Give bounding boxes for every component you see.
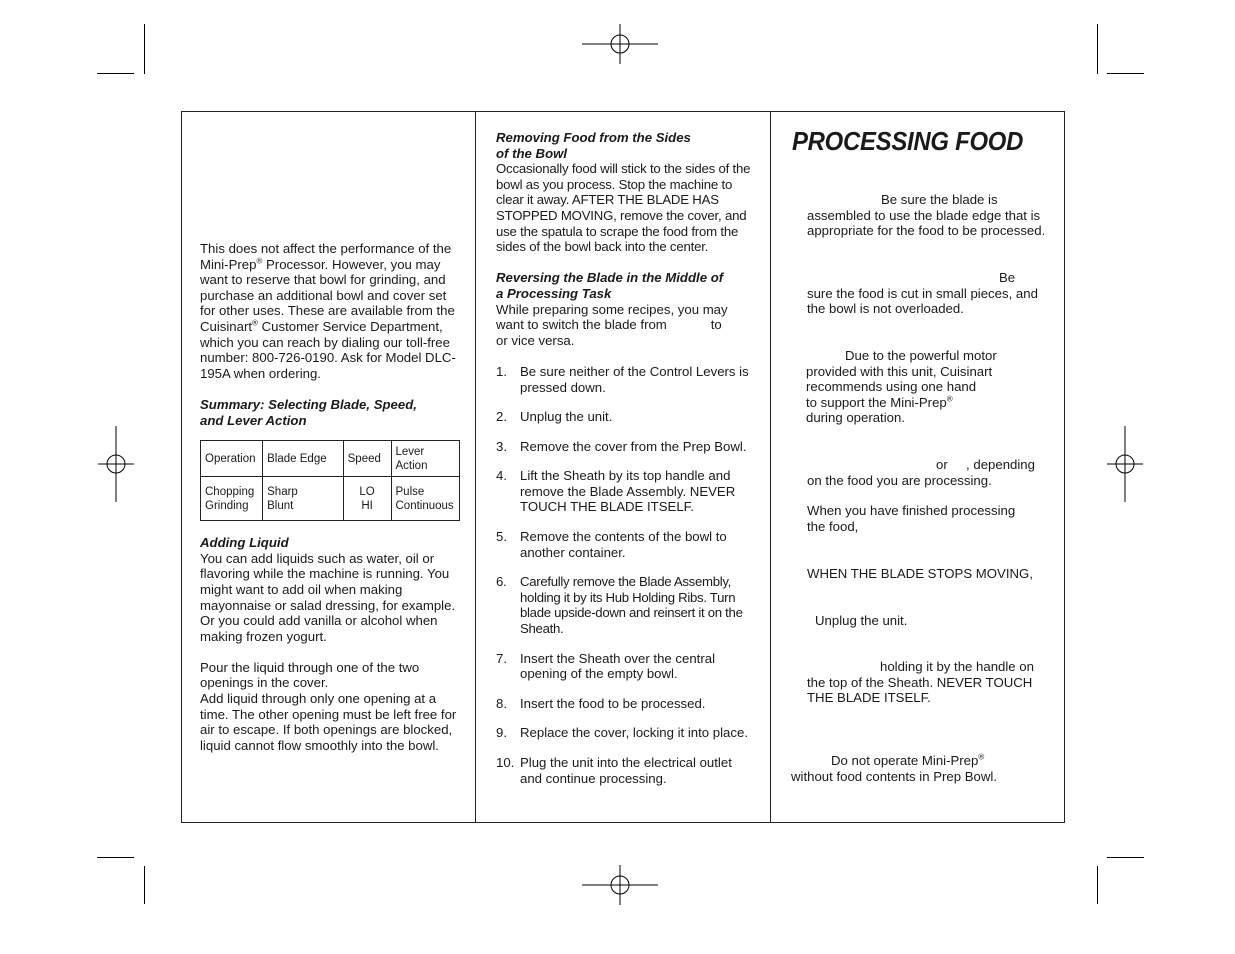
finished-paragraph: When you have finished processing the food, xyxy=(807,503,1016,534)
table-header-cell: Lever Action xyxy=(391,441,460,477)
unplug-paragraph: Unplug the unit. xyxy=(815,613,908,628)
registration-mark-top xyxy=(582,6,658,82)
table-cell: LO HI xyxy=(343,477,391,521)
adding-liquid-paragraph: You can add liquids such as water, oil or flavoring while the machine is running. You might want to add oil when making mayonnaise or salad dressing, for example. Or you could add vanilla or alcohol when making frozen yogurt. xyxy=(200,550,456,644)
crop-mark xyxy=(144,866,145,904)
table-cell: Chopping Grinding xyxy=(201,477,263,521)
list-item: 2. Unplug the unit. xyxy=(496,409,613,425)
table-cell: Pulse Continuous xyxy=(391,477,460,521)
table-header-cell: Blade Edge xyxy=(263,441,343,477)
list-item: 5. Remove the contents of the bowl to another container. xyxy=(496,529,727,560)
list-item: 3. Remove the cover from the Prep Bowl. xyxy=(496,438,747,454)
column-divider xyxy=(475,111,476,823)
speed-paragraph: or , depending on the food you are processing. xyxy=(807,457,1035,488)
column-middle xyxy=(496,130,752,800)
list-item: 9. Replace the cover, locking it into place. xyxy=(496,725,748,741)
crop-mark xyxy=(1097,866,1098,904)
summary-heading: Summary: Selecting Blade, Speed, and Lever Action xyxy=(200,396,417,428)
list-item: 1. Be sure neither of the Control Levers is pressed down. xyxy=(496,363,749,395)
registration-mark-right xyxy=(1087,426,1163,502)
adding-liquid-paragraph: Pour the liquid through one of the two openings in the cover. xyxy=(200,659,420,691)
food-size-paragraph: Be sure the food is cut in small pieces, and the bowl is not overloaded. xyxy=(807,270,1038,317)
registration-mark-left xyxy=(78,426,154,502)
steps-list xyxy=(496,364,752,786)
list-item: 4. Lift the Sheath by its top handle and remove the Blade Assembly. NEVER TOUCH THE BLADE ITSELF. xyxy=(496,468,736,515)
list-item: 10. Plug the unit into the electrical outlet and continue processing. xyxy=(496,755,732,786)
registration-mark-bottom xyxy=(582,847,658,923)
reversing-blade-paragraph: While preparing some recipes, you may want to switch the blade from to or vice versa. xyxy=(496,301,752,348)
support-paragraph: Due to the powerful motor provided with this unit, Cuisinart recommends using one hand to support the Mini-Prep® during operation. xyxy=(806,348,997,426)
crop-mark xyxy=(1107,857,1144,858)
removing-food-heading: Removing Food from the Sides of the Bowl xyxy=(496,130,691,161)
list-item: 7. Insert the Sheath over the central opening of the empty bowl. xyxy=(496,650,715,682)
crop-mark xyxy=(97,73,134,74)
list-item: 6. Carefully remove the Blade Assembly, holding it by its Hub Holding Ribs. Turn blade upside-down and reinsert it on the Sheath. xyxy=(496,574,743,637)
warning-paragraph: Do not operate Mini-Prep® without food contents in Prep Bowl. xyxy=(791,752,997,784)
table-header-row xyxy=(201,441,460,477)
column-divider xyxy=(770,111,771,823)
table-cell: Sharp Blunt xyxy=(263,477,343,521)
crop-mark xyxy=(1107,73,1144,74)
table-header-cell: Speed xyxy=(343,441,391,477)
intro-paragraph: This does not affect the performance of the Mini-Prep® Processor. However, you may want to reserve that bowl for grinding, and purchase an additional bowl and cover set for other uses. These are available from the Cuisinart® Customer Service Department, which you can reach by dialing our toll-free number: 800-726-0190. Ask for Model DLC-195A when ordering. xyxy=(200,241,456,381)
crop-mark xyxy=(97,857,134,858)
column-left xyxy=(200,241,462,753)
blade-stops-paragraph: WHEN THE BLADE STOPS MOVING, xyxy=(807,566,1033,581)
page-title: PROCESSING FOOD xyxy=(792,126,1024,156)
sheath-paragraph: holding it by the handle on the top of the Sheath. NEVER TOUCH THE BLADE ITSELF. xyxy=(807,659,1034,706)
table-header-cell: Operation xyxy=(201,441,263,477)
list-item: 8. Insert the food to be processed. xyxy=(496,695,706,711)
adding-liquid-heading: Adding Liquid xyxy=(200,535,289,551)
blade-edge-paragraph: Be sure the blade is assembled to use the blade edge that is appropriate for the food to be processed. xyxy=(807,192,1046,239)
crop-mark xyxy=(1097,24,1098,74)
selection-table xyxy=(200,440,460,521)
crop-mark xyxy=(144,24,145,74)
reversing-blade-heading: Reversing the Blade in the Middle of a Processing Task xyxy=(496,270,724,301)
adding-liquid-paragraph: Add liquid through only one opening at a time. The other opening must be left free for air to escape. If both openings are blocked, liquid cannot flow smoothly into the bowl. xyxy=(200,691,457,753)
table-row xyxy=(201,477,460,521)
removing-food-paragraph: Occasionally food will stick to the sides of the bowl as you process. Stop the machine to clear it away. AFTER THE BLADE HAS STOPPED MOVING, remove the cover, and use the spatula to scrape the food from the sides of the bowl back into the center. xyxy=(496,161,751,255)
